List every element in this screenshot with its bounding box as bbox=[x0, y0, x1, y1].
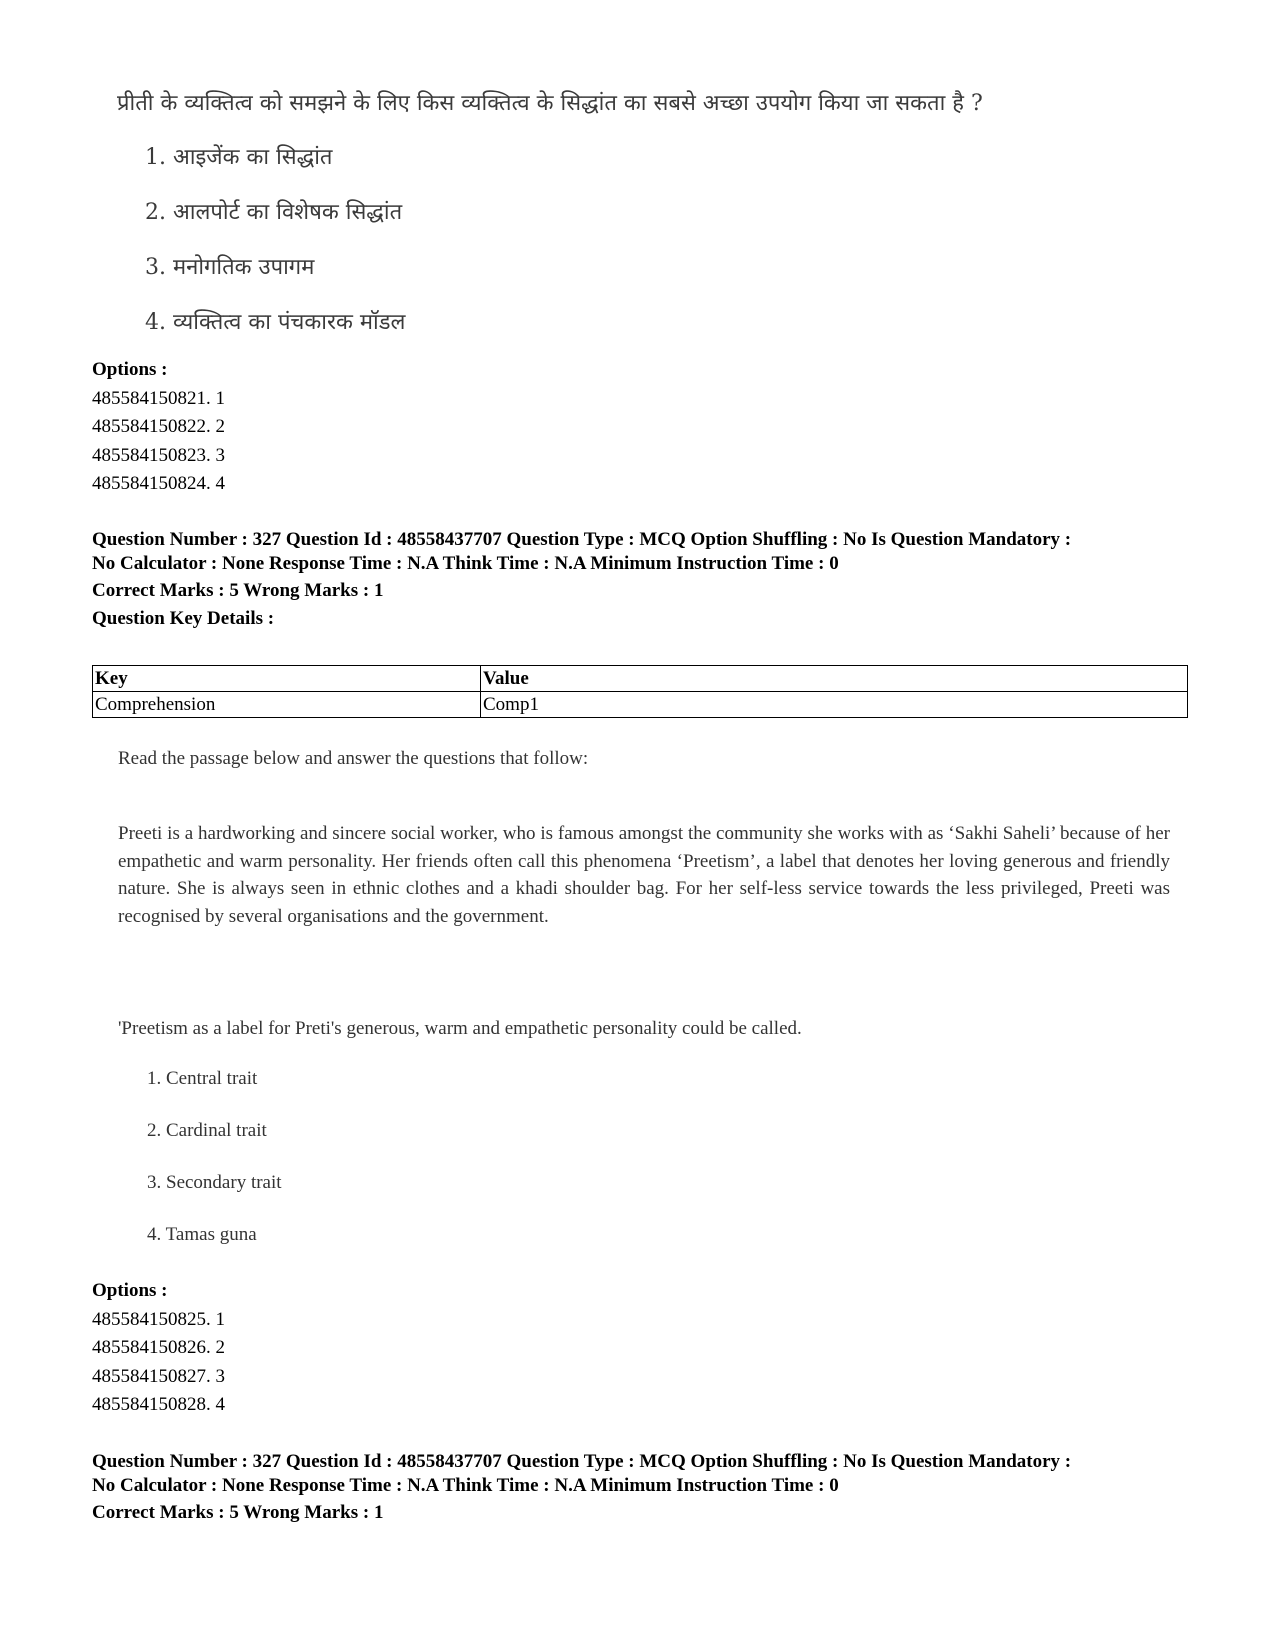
question-meta-line1: Question Number : 327 Question Id : 48558437707 Question Type : MCQ Option Shuffling : No Is Question Mandatory : bbox=[92, 1451, 1072, 1472]
english-choice-3: 3. Secondary trait bbox=[147, 1172, 282, 1193]
options-heading: Options : bbox=[92, 1280, 168, 1301]
english-choice-4: 4. Tamas guna bbox=[147, 1224, 257, 1245]
table-header-value: Value bbox=[481, 666, 1188, 692]
option-item: 485584150824. 4 bbox=[92, 473, 225, 494]
option-item: 485584150828. 4 bbox=[92, 1394, 225, 1415]
english-choice-1: 1. Central trait bbox=[147, 1068, 258, 1089]
passage-text: Preeti is a hardworking and sincere social worker, who is famous amongst the community she works with as ‘Sakhi Saheli’ because of her empathetic and warm personality. Her friends often call this phenomena ‘Preetism’, a label that denotes her loving generous and friendly nature. She is always seen in ethnic clothes and a khadi shoulder bag. For her self-less service towards the less privileged, Preeti was recognised by several organisations and the government. bbox=[118, 823, 1170, 927]
table-header-row bbox=[93, 666, 1188, 692]
passage-instruction: Read the passage below and answer the questions that follow: bbox=[118, 748, 589, 769]
question-key-table bbox=[92, 665, 1188, 718]
table-cell-key: Comprehension bbox=[93, 692, 481, 718]
option-item: 485584150821. 1 bbox=[92, 387, 225, 409]
marks-line: Correct Marks : 5 Wrong Marks : 1 bbox=[92, 1502, 384, 1523]
question-meta-line1: Question Number : 327 Question Id : 48558437707 Question Type : MCQ Option Shuffling : No Is Question Mandatory : bbox=[92, 529, 1072, 550]
hindi-question-text: प्रीती के व्यक्तित्व को समझने के लिए किस व्यक्तित्व के सिद्धांत का सबसे अच्छा उपयोग किया जा सकता है ? bbox=[117, 91, 983, 116]
key-details-heading: Question Key Details : bbox=[92, 607, 275, 629]
table-row bbox=[93, 692, 1188, 718]
question-meta-line2: No Calculator : None Response Time : N.A Think Time : N.A Minimum Instruction Time : 0 bbox=[92, 1474, 839, 1496]
question-meta-2 bbox=[92, 1450, 1192, 1525]
hindi-choice-4: 4. व्यक्तित्व का पंचकारक मॉडल bbox=[145, 310, 406, 335]
question-meta-1 bbox=[92, 528, 1192, 630]
hindi-choice-2: 2. आलपोर्ट का विशेषक सिद्धांत bbox=[145, 200, 403, 225]
option-item: 485584150825. 1 bbox=[92, 1308, 225, 1330]
option-item: 485584150826. 2 bbox=[92, 1337, 225, 1358]
table-header-key: Key bbox=[93, 666, 481, 692]
hindi-choice-3: 3. मनोगतिक उपागम bbox=[145, 255, 315, 280]
question-meta-line2: No Calculator : None Response Time : N.A Think Time : N.A Minimum Instruction Time : 0 bbox=[92, 552, 839, 574]
options-block-2 bbox=[92, 1277, 1192, 1420]
options-heading: Options : bbox=[92, 359, 168, 380]
english-choice-2: 2. Cardinal trait bbox=[147, 1120, 267, 1141]
option-item: 485584150823. 3 bbox=[92, 444, 225, 466]
option-item: 485584150822. 2 bbox=[92, 416, 225, 437]
hindi-choice-1: 1. आइजेंक का सिद्धांत bbox=[145, 145, 333, 170]
english-question-text: 'Preetism as a label for Preti's generous, warm and empathetic personality could be called. bbox=[118, 1018, 802, 1039]
option-item: 485584150827. 3 bbox=[92, 1365, 225, 1387]
table-cell-value: Comp1 bbox=[481, 692, 1188, 718]
options-block-1 bbox=[92, 356, 1192, 499]
marks-line: Correct Marks : 5 Wrong Marks : 1 bbox=[92, 580, 384, 601]
